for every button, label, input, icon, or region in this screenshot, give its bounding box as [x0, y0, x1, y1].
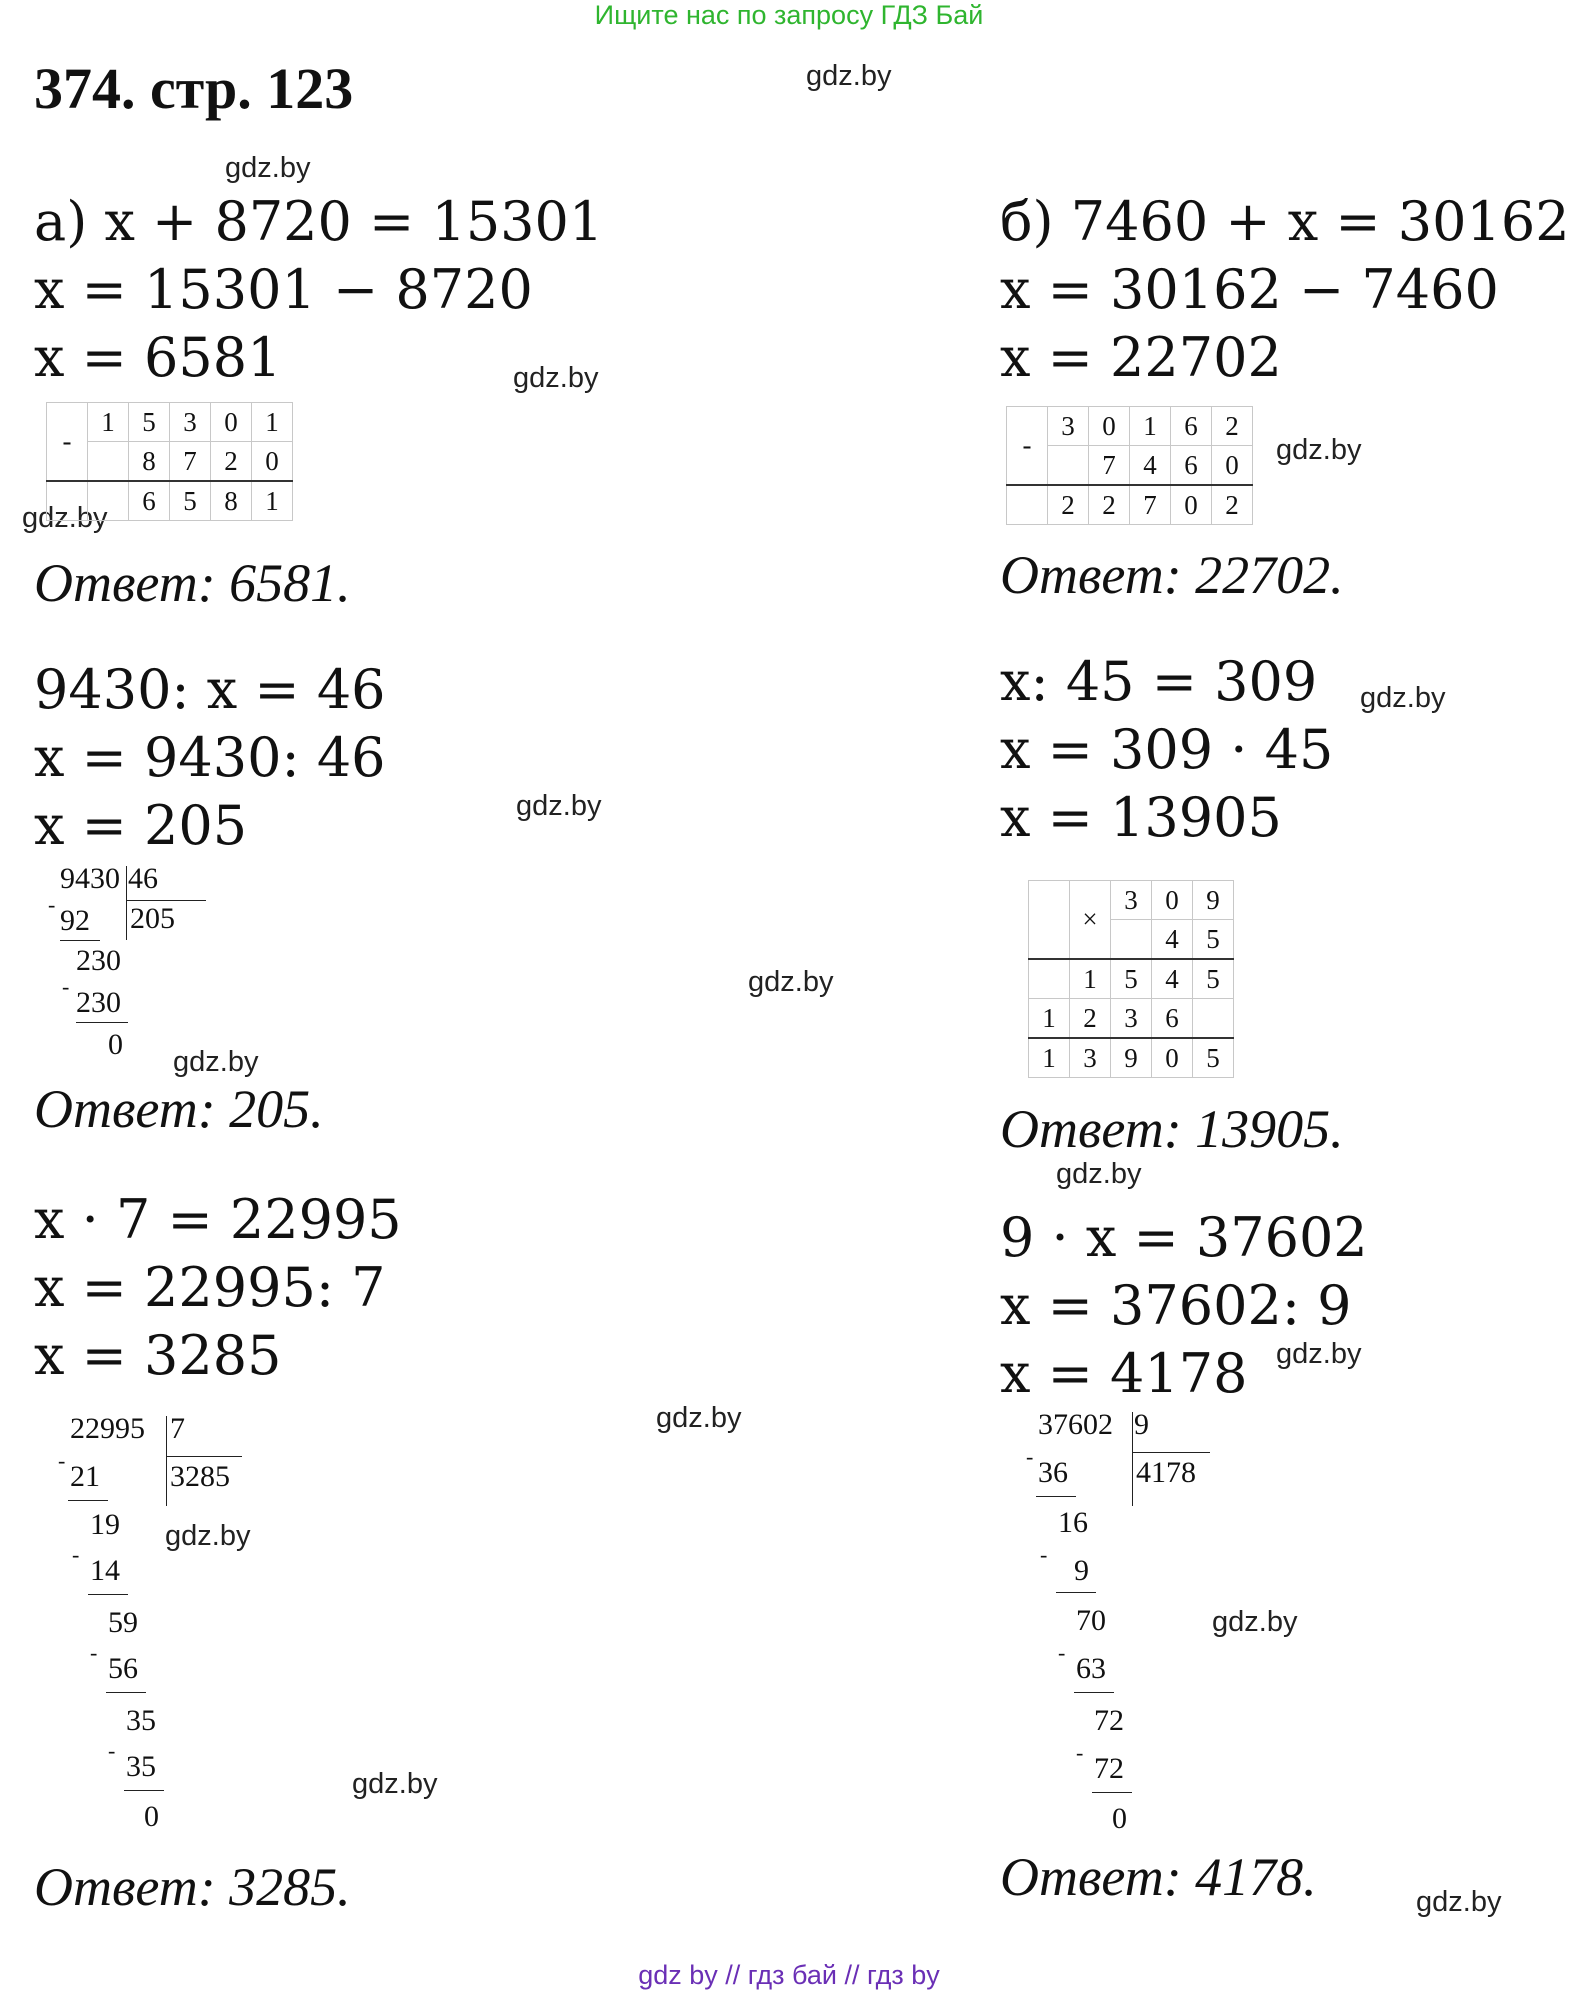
long-division: 37602 9 4178 - 36 16 - 9 70 - 63 72 - 72 0: [1030, 1408, 1250, 1848]
answer: Ответ: 4178.: [1000, 1847, 1317, 1907]
equation-line: б) 7460 + x = 30162: [1000, 190, 1570, 253]
watermark: gdz.by: [1212, 1606, 1298, 1638]
equation-line: x = 205: [34, 794, 248, 857]
watermark: gdz.by: [1276, 434, 1362, 466]
equation-line: x = 3285: [34, 1324, 282, 1387]
watermark: gdz.by: [165, 1520, 251, 1552]
equation-line: x = 22995: 7: [34, 1256, 386, 1319]
watermark: gdz.by: [513, 362, 599, 394]
watermark: gdz.by: [1276, 1338, 1362, 1370]
watermark: gdz.by: [656, 1402, 742, 1434]
equation-line: x = 6581: [34, 326, 282, 389]
watermark: gdz.by: [352, 1768, 438, 1800]
watermark: gdz.by: [806, 60, 892, 92]
equation-line: x = 9430: 46: [34, 726, 386, 789]
answer: Ответ: 13905.: [1000, 1099, 1344, 1159]
multiplication-table: × 3 0 9 4 5 1 5 4 5 1 2 3 6 1 3 9 0 5: [1028, 880, 1234, 1078]
equation-line: x = 37602: 9: [1000, 1274, 1352, 1337]
equation-line: x: 45 = 309: [1000, 650, 1318, 713]
equation-line: x = 15301 − 8720: [34, 258, 533, 321]
answer: Ответ: 6581.: [34, 553, 351, 613]
watermark: gdz.by: [22, 502, 108, 534]
equation-line: а) x + 8720 = 15301: [34, 190, 604, 253]
subtraction-table: - 1 5 3 0 1 8 7 2 0 6 5 8 1: [46, 402, 293, 521]
minus-sign: -: [1007, 407, 1048, 486]
subtraction-table: - 3 0 1 6 2 7 4 6 0 2 2 7 0 2: [1006, 406, 1253, 525]
page-title: 374. стр. 123: [34, 56, 354, 121]
equation-line: 9 · x = 37602: [1000, 1206, 1368, 1269]
equation-line: x = 4178: [1000, 1342, 1248, 1405]
equation-line: x = 309 · 45: [1000, 718, 1334, 781]
answer: Ответ: 205.: [34, 1079, 324, 1139]
minus-sign: -: [47, 403, 88, 482]
watermark: gdz.by: [225, 152, 311, 184]
footer-links[interactable]: gdz by // гдз бай // гдз by: [638, 1960, 940, 1990]
search-banner[interactable]: Ищите нас по запросу ГДЗ Бай: [594, 0, 984, 30]
long-division: 9430 46 205 - 92 230 - 230 0: [48, 862, 228, 1072]
equation-line: x = 13905: [1000, 786, 1282, 849]
watermark: gdz.by: [1360, 682, 1446, 714]
long-division: 22995 7 3285 - 21 19 - 14 59 - 56 35 - 35 0: [56, 1412, 256, 1832]
watermark: gdz.by: [1416, 1886, 1502, 1918]
watermark: gdz.by: [173, 1046, 259, 1078]
times-sign: ×: [1070, 881, 1111, 960]
equation-line: x = 22702: [1000, 326, 1282, 389]
answer: Ответ: 22702.: [1000, 545, 1344, 605]
watermark: gdz.by: [1056, 1158, 1142, 1190]
watermark: gdz.by: [748, 966, 834, 998]
answer: Ответ: 3285.: [34, 1857, 351, 1917]
watermark: gdz.by: [516, 790, 602, 822]
equation-line: 9430: x = 46: [34, 658, 386, 721]
equation-line: x · 7 = 22995: [34, 1188, 402, 1251]
equation-line: x = 30162 − 7460: [1000, 258, 1499, 321]
